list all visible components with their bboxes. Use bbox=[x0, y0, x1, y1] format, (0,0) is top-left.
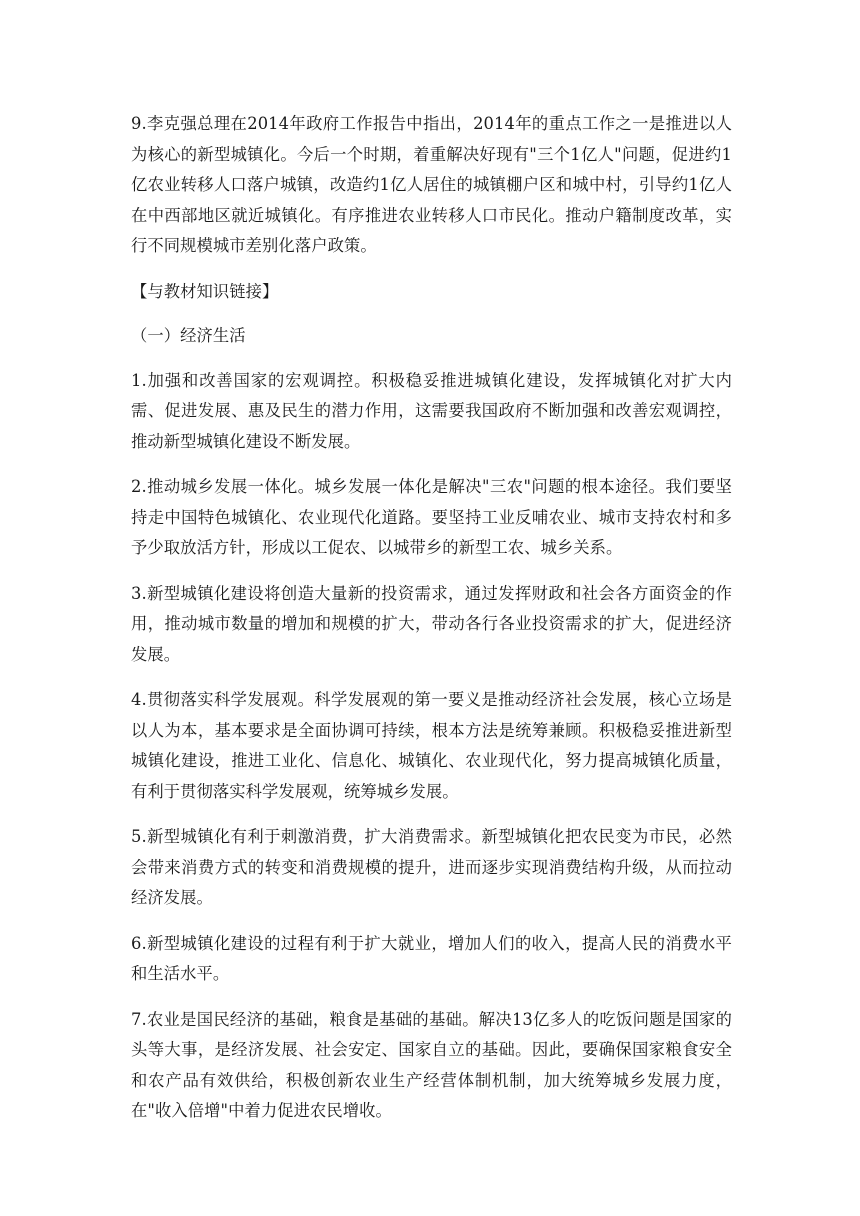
subsection-heading-economic-life: （一）经济生活 bbox=[131, 326, 246, 345]
point-2-urban-rural-integration: 2.推动城乡发展一体化。城乡发展一体化是解决"三农"问题的根本途径。我们要坚持走中国特色城镇化、农业现代化道路。要坚持工业反哺农业、城市支持农村和多予少取放活方针，形成以工促农、以城带乡的新型工农、城乡关系。 bbox=[131, 477, 732, 557]
section-heading-textbook-link: 【与教材知识链接】 bbox=[131, 281, 279, 301]
paragraph-9-policy: 9.李克强总理在2014年政府工作报告中指出，2014年的重点工作之一是推进以人为核心的新型城镇化。今后一个时期，着重解决好现有"三个1亿人"问题，促进约1亿农业转移人口落户城镇，改造约1亿人居住的城镇棚户区和城中村，引导约1亿人在中西部地区就近城镇化。有序推进农业转移人口市民化。推动户籍制度改革，实行不同规模城市差别化落户政策。 bbox=[131, 114, 732, 255]
point-6-employment: 6.新型城镇化建设的过程有利于扩大就业，增加人们的收入，提高人民的消费水平和生活水平。 bbox=[131, 933, 732, 983]
point-3-investment-demand: 3.新型城镇化建设将创造大量新的投资需求，通过发挥财政和社会各方面资金的作用，推动城市数量的增加和规模的扩大，带动各行各业投资需求的扩大，促进经济发展。 bbox=[131, 583, 732, 664]
point-7-agriculture: 7.农业是国民经济的基础，粮食是基础的基础。解决13亿多人的吃饭问题是国家的头等大事，是经济发展、社会安定、国家自立的基础。因此，要确保国家粮食安全和农产品有效供给，积极创新农业生产经营体制机制，加大统筹城乡发展力度，在"收入倍增"中着力促进农民增收。 bbox=[131, 1009, 732, 1120]
point-1-macro-control: 1.加强和改善国家的宏观调控。积极稳妥推进城镇化建设，发挥城镇化对扩大内需、促进发展、惠及民生的潜力作用，这需要我国政府不断加强和改善宏观调控，推动新型城镇化建设不断发展。 bbox=[131, 370, 732, 451]
point-5-consumption: 5.新型城镇化有利于刺激消费，扩大消费需求。新型城镇化把农民变为市民，必然会带来消费方式的转变和消费规模的提升，进而逐步实现消费结构升级，从而拉动经济发展。 bbox=[131, 827, 732, 907]
point-4-scientific-development: 4.贯彻落实科学发展观。科学发展观的第一要义是推动经济社会发展，核心立场是以人为本，基本要求是全面协调可持续，根本方法是统筹兼顾。积极稳妥推进新型城镇化建设，推进工业化、信息化、城镇化、农业现代化，努力提高城镇化质量，有利于贯彻落实科学发展观，统筹城乡发展。 bbox=[131, 690, 732, 801]
